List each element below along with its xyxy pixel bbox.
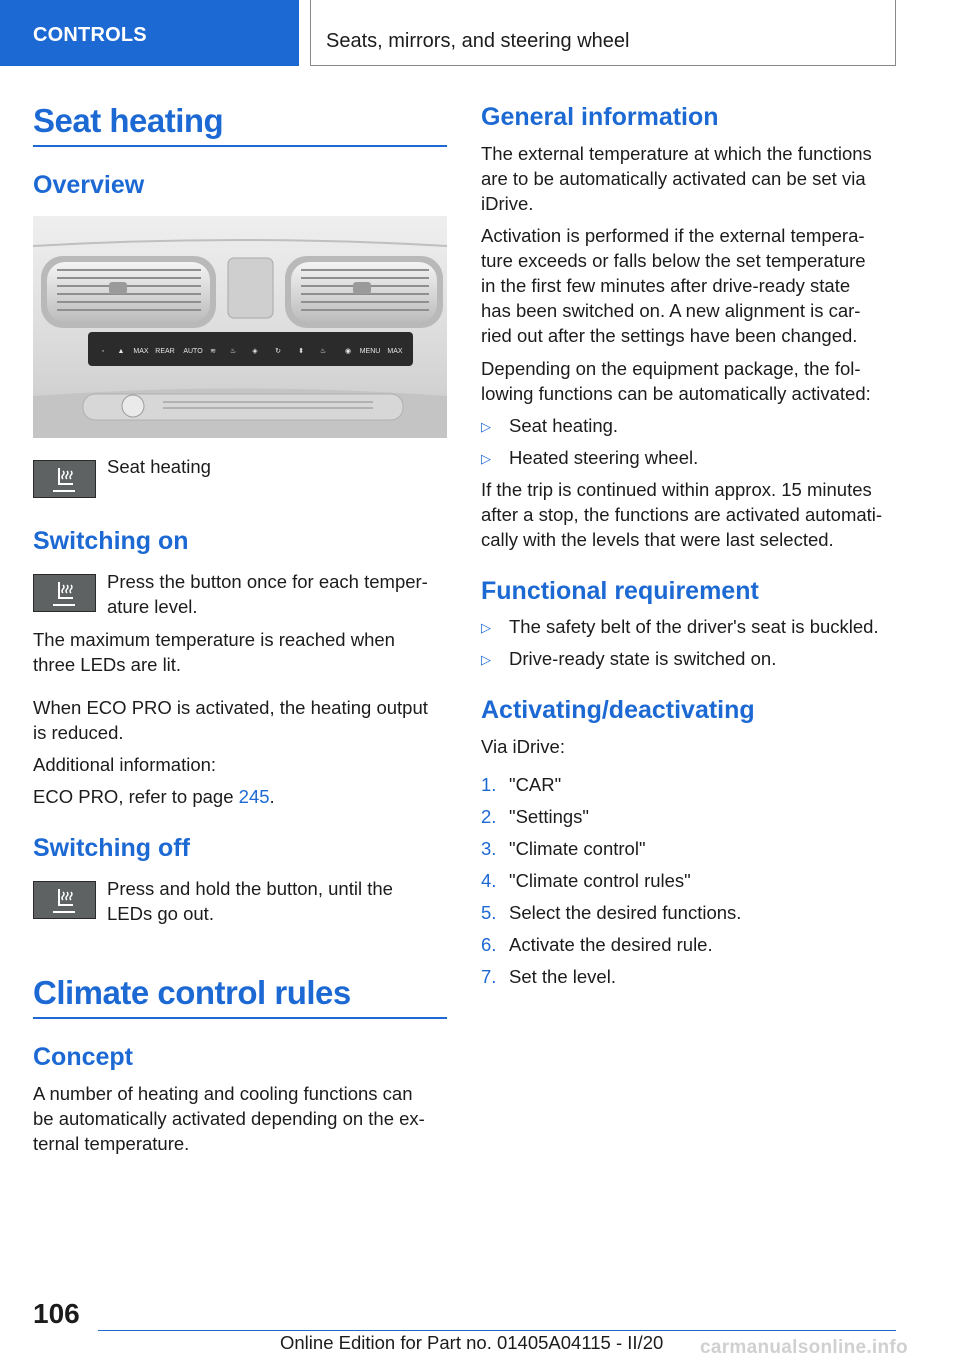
svg-text:◉: ◉ <box>344 348 352 355</box>
general-p1-line2: are to be automatically activated can be set via <box>481 168 866 189</box>
step-number: 5. <box>481 902 497 923</box>
bullet-text: The safety belt of the driver's seat is buckled. <box>509 616 879 637</box>
concept-heading: Concept <box>33 1043 133 1071</box>
step-item <box>481 964 895 989</box>
concept-line1: A number of heating and cooling functions can <box>33 1083 413 1104</box>
svg-text:↻: ↻ <box>275 348 281 355</box>
seat-heating-button-image <box>33 881 96 919</box>
activating-heading: Activating/deactivating <box>481 696 755 724</box>
bullet-triangle-icon: ▷ <box>481 620 491 635</box>
step-item <box>481 932 895 957</box>
step-text: Select the desired functions. <box>509 902 742 923</box>
general-p3-line2: lowing functions can be automatically activated: <box>481 383 871 404</box>
svg-text:⬍: ⬍ <box>298 348 304 355</box>
svg-text:MAX: MAX <box>387 348 403 355</box>
page-number: 106 <box>33 1298 80 1329</box>
climate-rules-heading: Climate control rules <box>33 974 351 1011</box>
general-p2-line2: ture exceeds or falls below the set temperature <box>481 250 866 271</box>
bullet-triangle-icon: ▷ <box>481 451 491 466</box>
page-header <box>0 0 960 66</box>
step-number: 6. <box>481 934 497 955</box>
chapter-title: Seats, mirrors, and steering wheel <box>310 0 896 66</box>
bullet-text: Seat heating. <box>509 415 619 436</box>
svg-text:◦: ◦ <box>101 348 105 355</box>
section-tab: CONTROLS <box>0 0 299 66</box>
page-link[interactable]: 245 <box>238 786 270 807</box>
general-p1-line1: The external temperature at which the functions <box>481 143 872 164</box>
svg-text:AUTO: AUTO <box>183 348 203 355</box>
bullet-triangle-icon: ▷ <box>481 652 491 667</box>
step-number: 4. <box>481 870 497 891</box>
heading-rule <box>33 145 447 147</box>
watermark: carmanualsonline.info <box>700 1337 908 1358</box>
step-text: "Settings" <box>509 806 589 827</box>
switching-on-heading: Switching on <box>33 527 189 555</box>
bullet-triangle-icon: ▷ <box>481 419 491 434</box>
seat-heating-icon <box>49 579 81 609</box>
general-p3-line1: Depending on the equipment package, the fol- <box>481 358 861 379</box>
eco-pro-line2: is reduced. <box>33 722 124 743</box>
general-p4-line2: after a stop, the functions are activated automati- <box>481 504 883 525</box>
bullet-text: Heated steering wheel. <box>509 447 699 468</box>
step-text: Set the level. <box>509 966 616 987</box>
overview-heading: Overview <box>33 171 145 199</box>
max-temp-line1: The maximum temperature is reached when <box>33 629 395 650</box>
general-info-heading: General information <box>481 103 719 131</box>
step-item <box>481 836 895 861</box>
climate-panel-illustration <box>33 216 447 438</box>
step-item <box>481 772 895 797</box>
seat-heating-heading: Seat heating <box>33 102 224 139</box>
svg-text:MAX: MAX <box>133 348 149 355</box>
eco-pro-reference <box>33 784 275 809</box>
max-temp-line2: three LEDs are lit. <box>33 654 182 675</box>
switching-off-text-line2: LEDs go out. <box>107 903 214 924</box>
list-item <box>481 614 895 639</box>
svg-text:MENU: MENU <box>359 348 381 355</box>
step-text: "Climate control rules" <box>509 870 691 891</box>
step-item <box>481 804 895 829</box>
general-p2-line1: Activation is performed if the external tempera- <box>481 225 865 246</box>
svg-text:▲: ▲ <box>117 348 125 355</box>
concept-line2: be automatically activated depending on the ex- <box>33 1108 425 1129</box>
eco-pro-line1: When ECO PRO is activated, the heating output <box>33 697 428 718</box>
reference-end: . <box>269 786 275 807</box>
functional-requirement-heading: Functional requirement <box>481 577 759 605</box>
bullet-text: Drive-ready state is switched on. <box>509 648 777 669</box>
list-item <box>481 445 895 470</box>
seat-heating-button-image <box>33 574 96 612</box>
concept-line3: ternal temperature. <box>33 1133 190 1154</box>
list-item <box>481 646 895 671</box>
step-number: 1. <box>481 774 497 795</box>
edition-text: Online Edition for Part no. 01405A04115 - II/20 <box>280 1332 664 1353</box>
switching-on-text-line1: Press the button once for each temper- <box>107 571 428 592</box>
general-p2-line4: has been switched on. A new alignment is car- <box>481 300 861 321</box>
step-item <box>481 900 895 925</box>
climate-panel-photo <box>33 216 447 438</box>
step-number: 7. <box>481 966 497 987</box>
step-text: "CAR" <box>509 774 562 795</box>
seat-heating-icon <box>49 886 81 916</box>
svg-text:◈: ◈ <box>252 348 258 355</box>
switching-off-heading: Switching off <box>33 834 190 862</box>
overview-caption: Seat heating <box>107 456 211 477</box>
general-p1-line3: iDrive. <box>481 193 534 214</box>
general-p4-line3: cally with the levels that were last selected. <box>481 529 834 550</box>
step-number: 3. <box>481 838 497 859</box>
general-p4-line1: If the trip is continued within approx. 15 minutes <box>481 479 872 500</box>
step-text: "Climate control" <box>509 838 646 859</box>
additional-info: Additional information: <box>33 754 217 775</box>
svg-text:≋: ≋ <box>210 348 216 355</box>
step-number: 2. <box>481 806 497 827</box>
reference-text: ECO PRO, refer to page <box>33 786 239 807</box>
step-text: Activate the desired rule. <box>509 934 713 955</box>
list-item <box>481 413 895 438</box>
general-p2-line5: ried out after the settings have been changed. <box>481 325 858 346</box>
svg-text:♨: ♨ <box>229 348 237 355</box>
switching-on-text-line2: ature level. <box>107 596 198 617</box>
seat-heating-icon <box>49 465 81 495</box>
seat-heating-button-image <box>33 460 96 498</box>
step-item <box>481 868 895 893</box>
general-p2-line3: in the first few minutes after drive-ready state <box>481 275 851 296</box>
heading-rule <box>33 1017 447 1019</box>
svg-text:REAR: REAR <box>155 348 175 355</box>
switching-off-text-line1: Press and hold the button, until the <box>107 878 393 899</box>
svg-text:♨: ♨ <box>319 348 327 355</box>
via-idrive: Via iDrive: <box>481 736 565 757</box>
